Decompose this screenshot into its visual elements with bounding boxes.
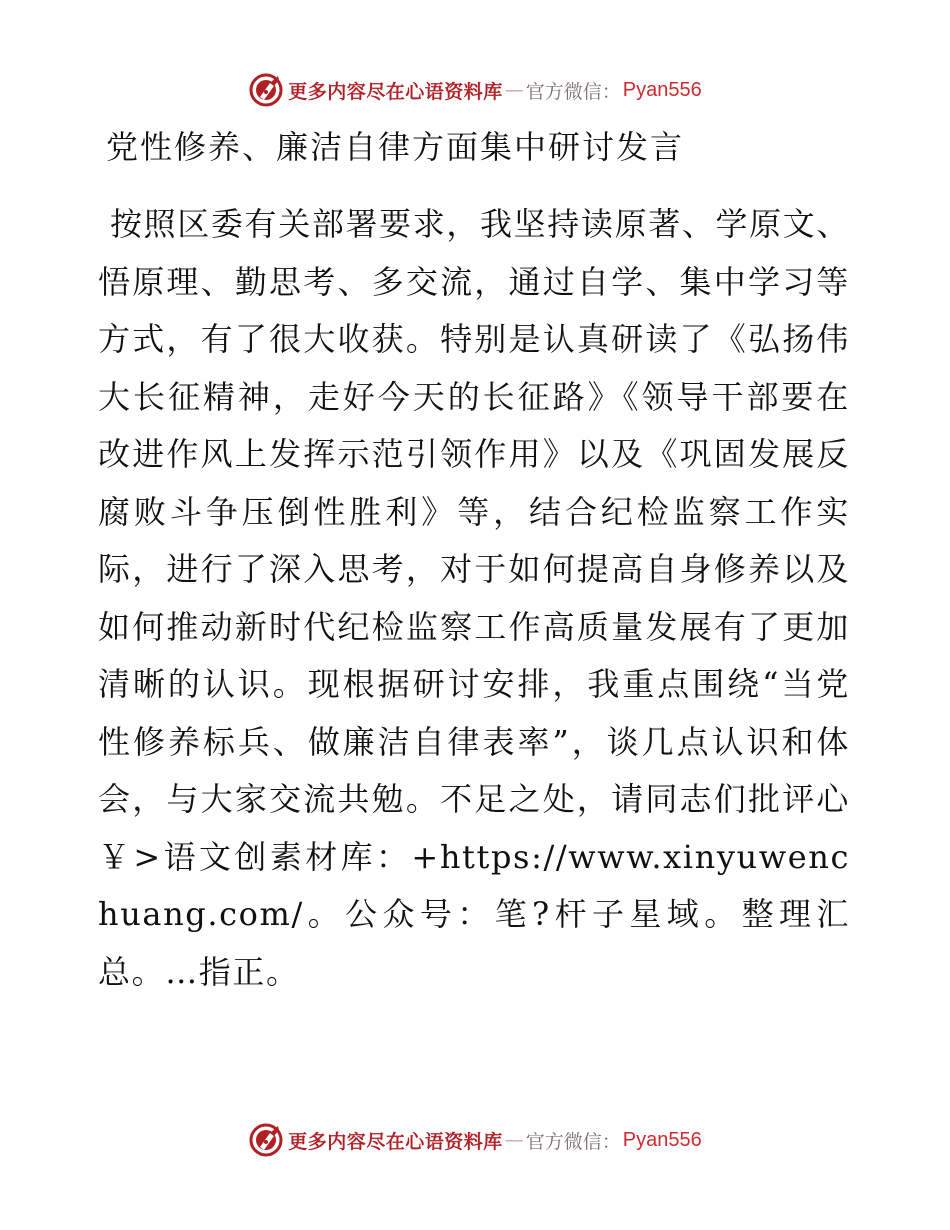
banner-wechat-id: Pyan556 bbox=[622, 1128, 702, 1151]
banner-separator: — bbox=[504, 1129, 524, 1151]
document-title: 党性修养、廉洁自律方面集中研讨发言 bbox=[106, 128, 685, 166]
banner-wechat-label: 官方微信： bbox=[525, 1130, 621, 1153]
banner-text: 更多内容尽在心语资料库 bbox=[288, 80, 503, 103]
header-banner bbox=[0, 70, 950, 110]
banner-text: 更多内容尽在心语资料库 bbox=[288, 1130, 503, 1153]
banner-wechat-label: 官方微信： bbox=[525, 80, 621, 103]
banner-wechat-id: Pyan556 bbox=[622, 78, 702, 101]
pen-nib-circle-icon bbox=[248, 72, 284, 108]
footer-banner bbox=[0, 1120, 950, 1160]
body-paragraph: 按照区委有关部署要求，我坚持读原著、学原文、悟原理、勤思考、多交流，通过自学、集中学习等方式，有了很大收获。特别是认真研读了《弘扬伟大长征精神，走好今天的长征路》《领导干部要在改进作风上发挥示范引领作用》以及《巩固发展反腐败斗争压倒性胜利》等，结合纪检监察工作实际，进行了深入思考，对于如何提高自身修养以及如何推动新时代纪检监察工作高质量发展有了更加清晰的认识。现根据研讨安排，我重点围绕“当党性修养标兵、做廉洁自律表率”，谈几点认识和体会，与大家交流共勉。不足之处，请同志们批评心￥>语文创素材库：+https://www.xinyuwenchuang.com/。公众号：笔?杆子星域。整理汇总。…指正。 bbox=[98, 205, 850, 991]
pen-nib-circle-icon bbox=[248, 1122, 284, 1158]
banner-separator: — bbox=[504, 79, 524, 101]
